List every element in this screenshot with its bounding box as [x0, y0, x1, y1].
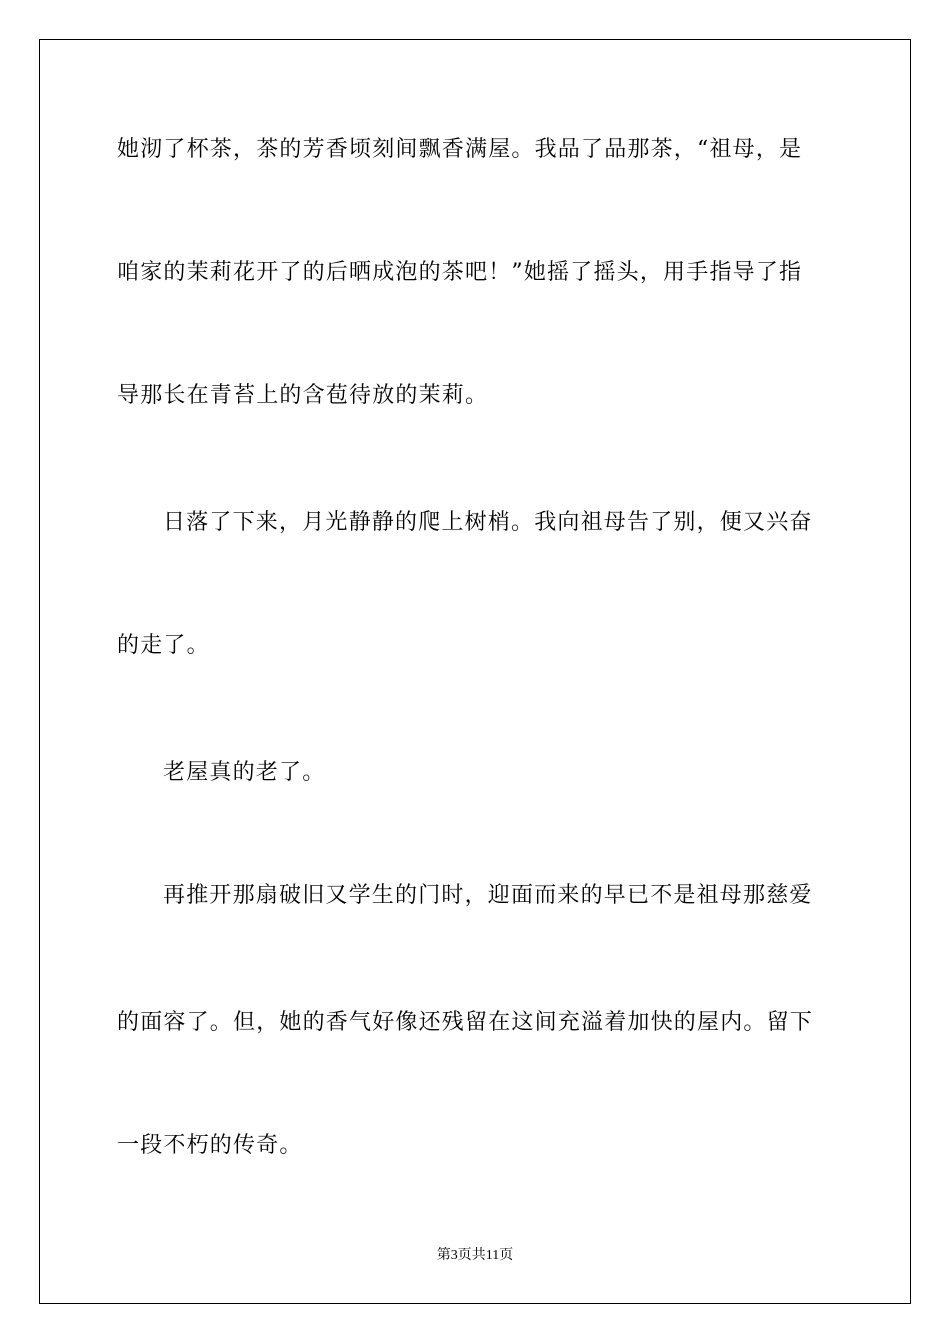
- page-border: [39, 39, 911, 1304]
- paragraph-line: 日落了下来，月光静静的爬上树梢。我向祖母告了别，便又兴奋: [163, 510, 813, 535]
- total-pages: 共11页: [471, 1248, 514, 1263]
- paragraph-line: 的面容了。但，她的香气好像还残留在这间充溢着加快的屋内。留下: [117, 1010, 814, 1035]
- paragraph-line: 老屋真的老了。: [163, 760, 326, 785]
- paragraph-line: 的走了。: [117, 633, 210, 658]
- paragraph-line: 她沏了杯茶，茶的芳香顷刻间飘香满屋。我品了品那茶，“祖母，是: [117, 137, 803, 162]
- paragraph-line: 一段不朽的传奇。: [117, 1133, 303, 1158]
- page-number: 第3页: [436, 1248, 472, 1263]
- paragraph-line: 咱家的茉莉花开了的后晒成泡的茶吧！”她摇了摇头，用手指导了指: [117, 260, 803, 285]
- paragraph-line: 导那长在青苔上的含苞待放的茉莉。: [117, 383, 489, 408]
- paragraph-line: 再推开那扇破旧又学生的门时，迎面而来的早已不是祖母那慈爱: [163, 883, 813, 908]
- page-footer: [0, 1247, 950, 1265]
